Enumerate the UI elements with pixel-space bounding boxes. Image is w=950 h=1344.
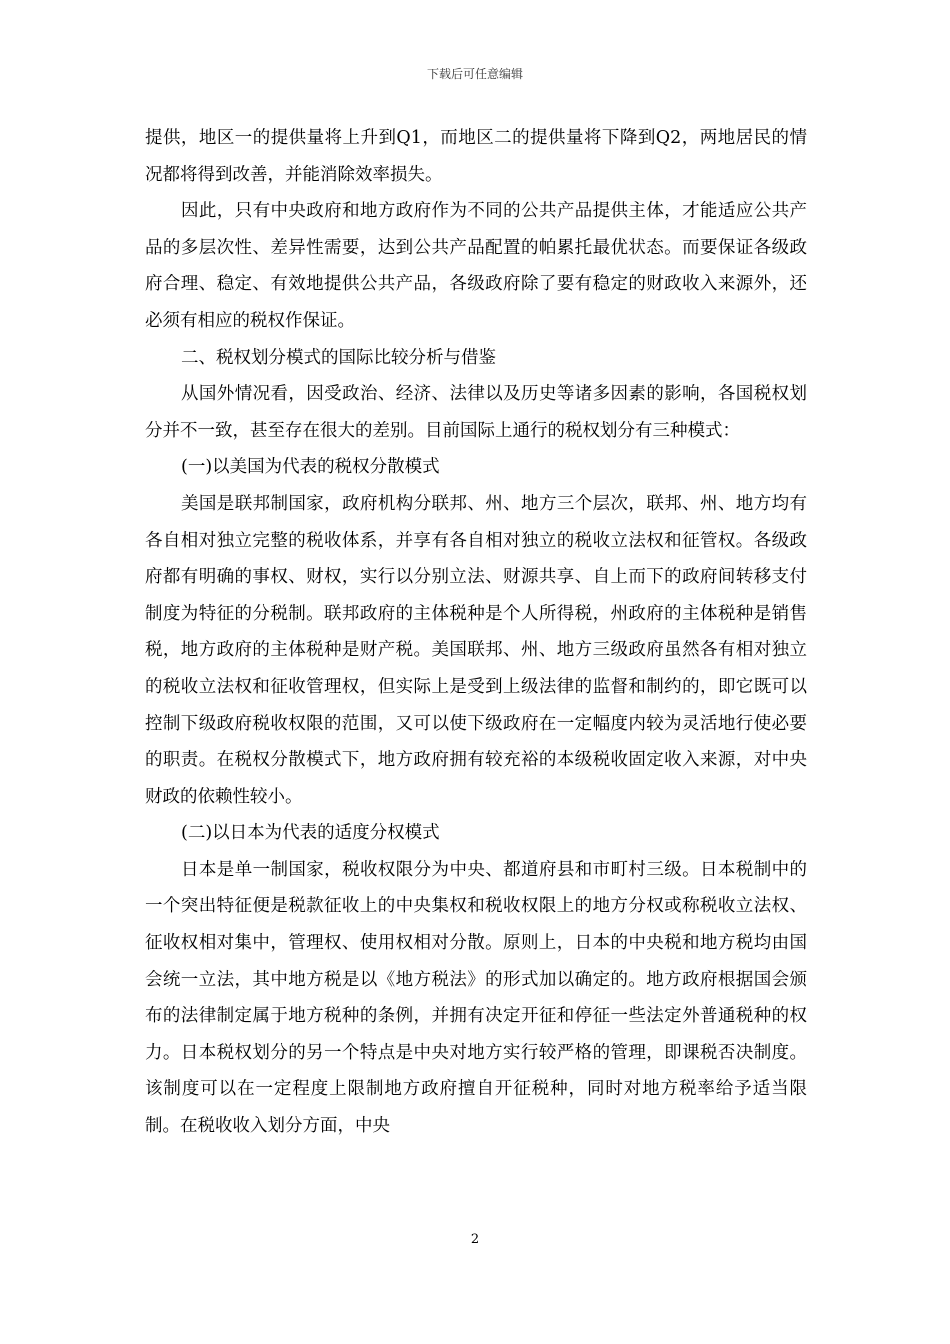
paragraph-3: 从国外情况看，因受政治、经济、法律以及历史等诸多因素的影响，各国税权划分并不一致，甚至存在很大的差别。目前国际上通行的税权划分有三种模式： xyxy=(145,384,807,441)
document-body xyxy=(145,120,807,1145)
section-heading-2: 二、税权划分模式的国际比较分析与借鉴 xyxy=(181,347,496,368)
subsection-heading-1: (一)以美国为代表的税权分散模式 xyxy=(181,457,440,478)
page-number: 2 xyxy=(470,1232,480,1247)
paragraph-2: 因此，只有中央政府和地方政府作为不同的公共产品提供主体，才能适应公共产品的多层次性、差异性需要，达到公共产品配置的帕累托最优状态。而要保证各级政府合理、稳定、有效地提供公共产品，各级政府除了要有稳定的财政收入来源外，还必须有相应的税权作保证。 xyxy=(145,201,807,331)
subsection-heading-2: (二)以日本为代表的适度分权模式 xyxy=(181,823,440,844)
page-header: 下载后可任意编辑 xyxy=(426,67,523,81)
paragraph-1: 提供，地区一的提供量将上升到Q1，而地区二的提供量将下降到Q2，两地居民的情况都将得到改善，并能消除效率损失。 xyxy=(145,128,807,185)
paragraph-4: 美国是联邦制国家，政府机构分联邦、州、地方三个层次，联邦、州、地方均有各自相对独立完整的税收体系，并享有各自相对独立的税收立法权和征管权。各级政府都有明确的事权、财权，实行以分别立法、财源共享、自上而下的政府间转移支付制度为特征的分税制。联邦政府的主体税种是个人所得税，州政府的主体税种是销售税，地方政府的主体税种是财产税。美国联邦、州、地方三级政府虽然各有相对独立的税收立法权和征收管理权，但实际上是受到上级法律的监督和制约的，即它既可以控制下级政府税收权限的范围，又可以使下级政府在一定幅度内较为灵活地行使必要的职责。在税权分散模式下，地方政府拥有较充裕的本级税收固定收入来源，对中央财政的依赖性较小。 xyxy=(145,493,807,807)
paragraph-5: 日本是单一制国家，税收权限分为中央、都道府县和市町村三级。日本税制中的一个突出特征便是税款征收上的中央集权和税收权限上的地方分权或称税收立法权、征收权相对集中，管理权、使用权相对分散。原则上，日本的中央税和地方税均由国会统一立法，其中地方税是以《地方税法》的形式加以确定的。地方政府根据国会颁布的法律制定属于地方税种的条例，并拥有决定开征和停征一些法定外普通税种的权力。日本税权划分的另一个特点是中央对地方实行较严格的管理，即课税否决制度。该制度可以在一定程度上限制地方政府擅自开征税种，同时对地方税率给予适当限制。在税收收入划分方面，中央 xyxy=(145,859,807,1137)
